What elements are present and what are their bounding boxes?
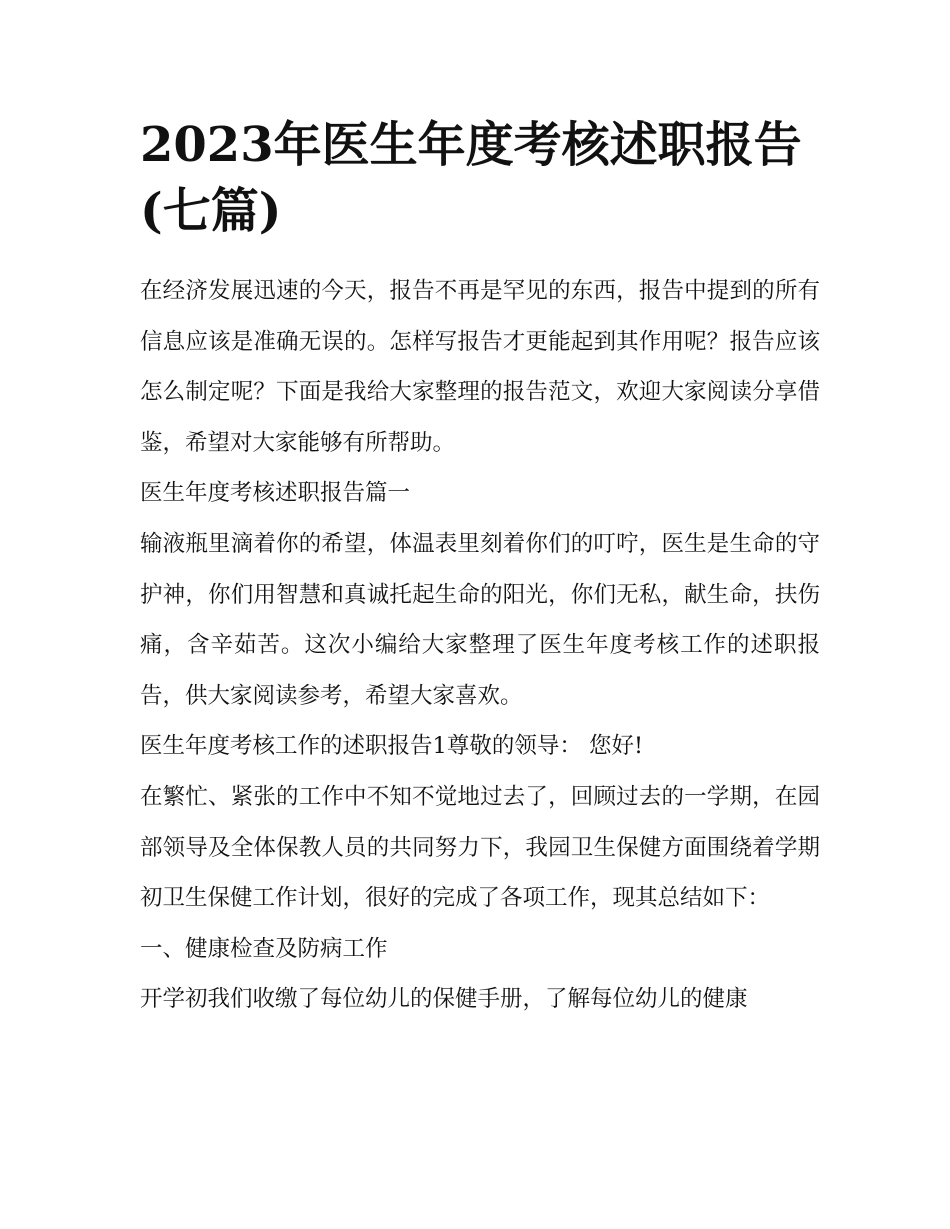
intro-paragraph: 在经济发展迅速的今天，报告不再是罕见的东西，报告中提到的所有信息应该是准确无误的。怎样写报告才更能起到其作用呢？报告应该怎么制定呢？下面是我给大家整理的报告范文，欢迎大家阅读分享借鉴，希望对大家能够有所帮助。 bbox=[140, 278, 820, 456]
report-salutation: 医生年度考核工作的述职报告1尊敬的领导： 您好! bbox=[140, 733, 644, 760]
section-heading-1: 医生年度考核述职报告篇一 bbox=[140, 480, 411, 507]
document-title: 2023年医生年度考核述职报告(七篇) bbox=[140, 117, 802, 239]
section-intro-paragraph: 输液瓶里滴着你的希望，体温表里刻着你们的叮咛，医生是生命的守护神，你们用智慧和真诚托起生命的阳光，你们无私，献生命，扶伤痛，含辛茹苦。这次小编给大家整理了医生年度考核工作的述职报告，供大家阅读参考，希望大家喜欢。 bbox=[140, 530, 820, 709]
subsection-heading: 一、健康检查及防病工作 bbox=[140, 935, 388, 962]
subsection-paragraph: 开学初我们收缴了每位幼儿的保健手册，了解每位幼儿的健康 bbox=[140, 986, 748, 1013]
report-paragraph: 在繁忙、紧张的工作中不知不觉地过去了，回顾过去的一学期，在园部领导及全体保教人员的共同努力下，我园卫生保健方面围绕着学期初卫生保健工作计划，很好的完成了各项工作，现其总结如下： bbox=[140, 783, 820, 912]
document-page bbox=[140, 112, 820, 1025]
